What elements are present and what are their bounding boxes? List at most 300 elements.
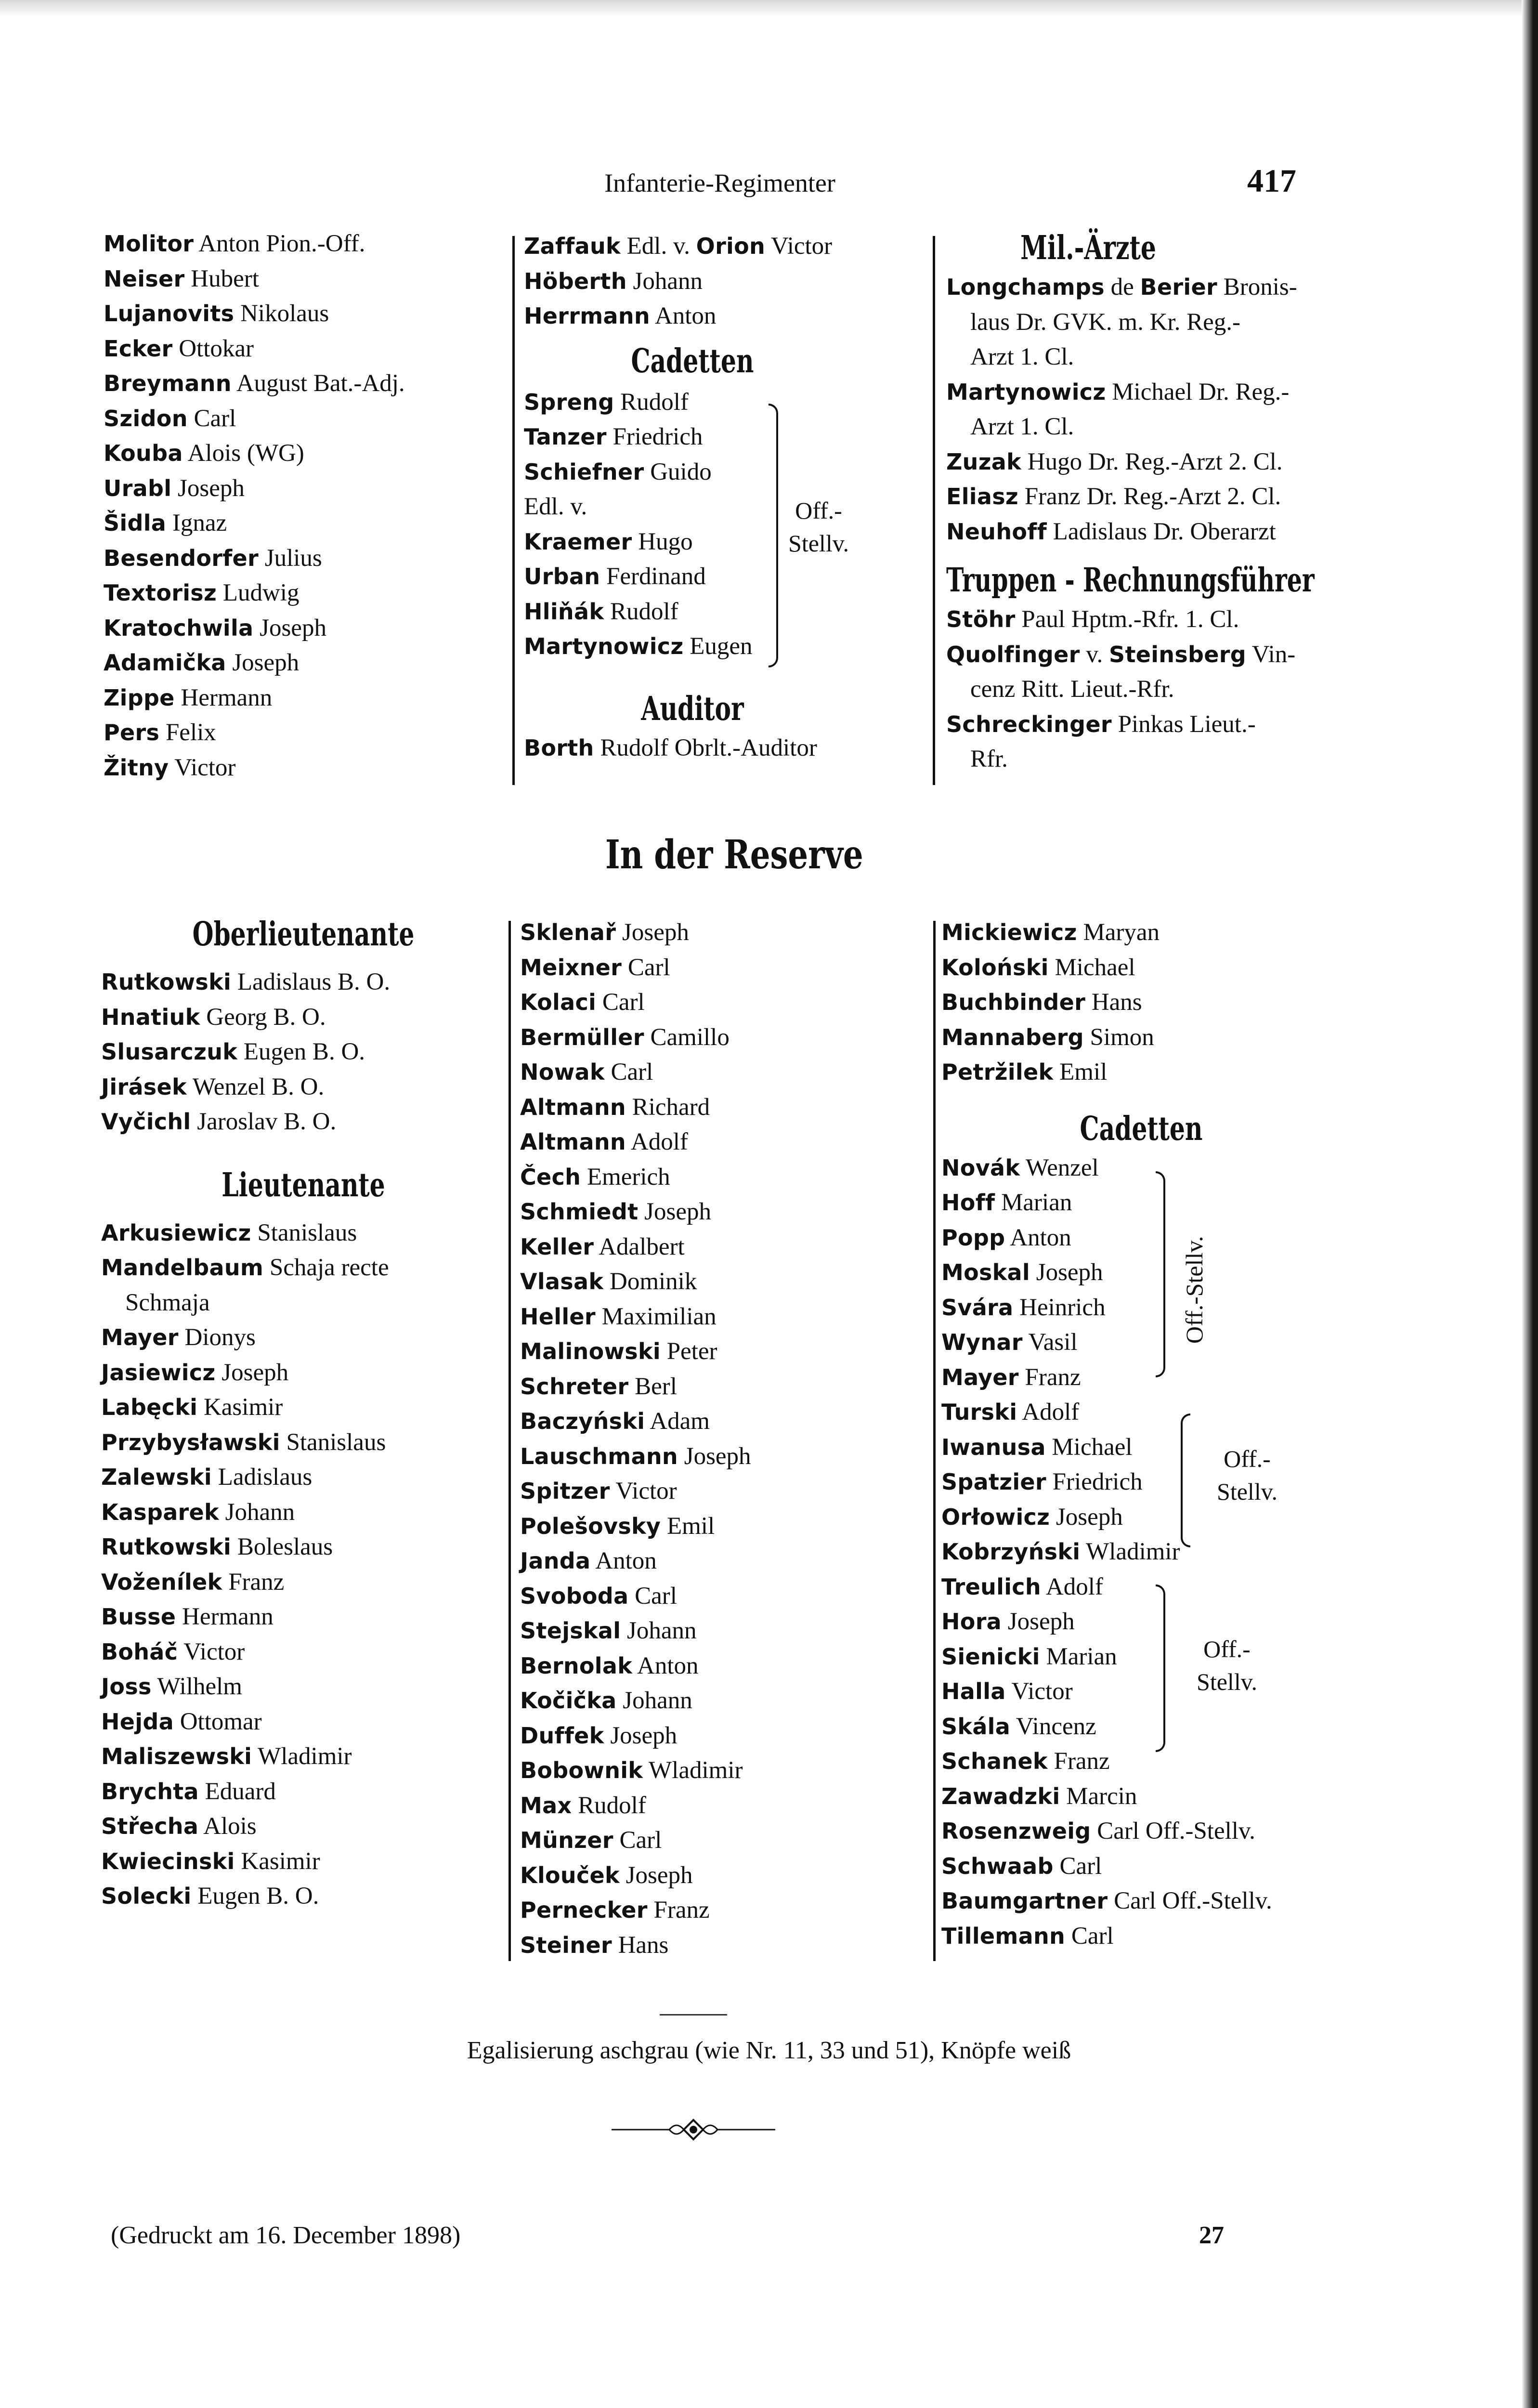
given-name: Joseph <box>226 649 300 676</box>
list-item <box>946 637 1351 672</box>
surname: Keller <box>520 1233 594 1260</box>
reserve-title: In der Reserve <box>605 832 863 878</box>
given-name: Carl <box>1065 1922 1114 1950</box>
surname: Polešovsky <box>520 1513 661 1539</box>
given-name: Kasimir <box>197 1394 283 1421</box>
surname: Pers <box>104 720 160 746</box>
list-item <box>101 1599 515 1635</box>
list-item <box>104 471 518 506</box>
list-item <box>104 715 518 750</box>
column-divider <box>933 236 935 785</box>
list-item <box>941 1185 1360 1220</box>
given-name: Marian <box>995 1189 1072 1216</box>
list-item <box>941 1604 1360 1639</box>
given-name: Emil <box>1053 1059 1108 1086</box>
list-item <box>101 1809 515 1844</box>
list-item <box>101 1495 515 1530</box>
list-item <box>524 299 938 334</box>
list-item <box>946 742 1351 777</box>
list-item <box>524 229 938 264</box>
list-item <box>101 1250 515 1285</box>
list-item <box>101 1070 515 1105</box>
bracket-label-line: Stellv. <box>788 530 849 557</box>
surname: Steinsberg <box>1109 641 1246 667</box>
list-item <box>104 750 518 785</box>
given-name: Michael Dr. Reg.- <box>1106 378 1290 406</box>
given-name: Franz <box>222 1568 285 1596</box>
given-name: Boleslaus <box>231 1533 333 1560</box>
surname: Duffek <box>520 1722 604 1749</box>
given-name: Joseph <box>171 474 245 502</box>
list-item <box>520 1474 934 1509</box>
given-name: Hugo <box>632 528 693 555</box>
list-item <box>520 1649 934 1684</box>
bracket <box>1181 1413 1190 1547</box>
list-item <box>941 1709 1360 1744</box>
given-name: Johann <box>626 267 703 295</box>
surname: Wynar <box>941 1329 1023 1355</box>
printed-date: (Gedruckt am 16. December 1898) <box>111 2222 461 2249</box>
list-item <box>520 1858 934 1893</box>
list-item <box>520 1893 934 1928</box>
surname: Jirásek <box>101 1073 187 1100</box>
given-name: Dionys <box>178 1324 256 1351</box>
given-name: Victor <box>169 754 236 781</box>
given-name: Ladislaus Dr. Oberarzt <box>1046 518 1276 545</box>
surname: Jasiewicz <box>101 1359 216 1386</box>
surname: Hoff <box>941 1190 995 1216</box>
given-name: Anton <box>1005 1224 1071 1251</box>
list-item <box>941 1639 1360 1675</box>
bracket-label <box>780 494 857 560</box>
list-item <box>104 436 518 471</box>
list-item <box>946 409 1351 445</box>
column-divider <box>512 236 515 785</box>
surname: Kobrzyński <box>941 1539 1081 1565</box>
given-name: Joseph <box>1030 1259 1103 1286</box>
given-name: Schaja recte <box>263 1254 389 1281</box>
given-name: Berl <box>628 1373 677 1400</box>
list-item <box>941 1814 1360 1849</box>
surname: Koloński <box>941 954 1049 981</box>
given-name: Adolf <box>626 1128 688 1155</box>
given-name: Guido <box>644 458 712 485</box>
given-name: Arzt 1. Cl. <box>970 413 1074 440</box>
list-item <box>941 1779 1360 1814</box>
surname: Höberth <box>524 268 627 294</box>
surname: Herrmann <box>524 303 650 329</box>
bracket-label-line: Off.- <box>795 497 842 524</box>
given-name: Paul Hptm.-Rfr. 1. Cl. <box>1015 606 1239 633</box>
given-name: cenz Ritt. Lieut.-Rfr. <box>970 676 1174 703</box>
officer-list-left <box>104 226 518 785</box>
given-name: Carl <box>1053 1852 1102 1880</box>
given-name: Carl <box>622 954 670 981</box>
surname: Neuhoff <box>946 518 1047 545</box>
surname: Zippe <box>104 684 175 711</box>
list-item <box>520 1823 934 1858</box>
list-item <box>946 479 1351 514</box>
list-item <box>520 1125 934 1160</box>
surname: Hejda <box>101 1708 174 1735</box>
surname: Eliasz <box>946 484 1018 510</box>
given-name: Marcin <box>1060 1782 1137 1810</box>
surname: Baumgartner <box>941 1888 1108 1914</box>
given-name: Franz Dr. Reg.-Arzt 2. Cl. <box>1018 483 1281 510</box>
surname: Rutkowski <box>101 1534 232 1560</box>
surname: Janda <box>520 1548 591 1574</box>
given-name: Carl <box>628 1582 677 1610</box>
list-item <box>104 331 518 366</box>
list-item <box>946 602 1351 637</box>
given-name: Adam <box>645 1408 710 1435</box>
list-item <box>520 1055 934 1090</box>
list-item <box>941 1919 1360 1954</box>
list-item <box>941 1055 1360 1090</box>
surname: Zaffauk <box>524 233 621 259</box>
bracket-label <box>1199 1442 1295 1508</box>
given-name: Franz <box>1047 1748 1110 1775</box>
list-item <box>941 1360 1360 1395</box>
surname: Schmiedt <box>520 1199 639 1225</box>
list-item <box>946 375 1351 410</box>
given-name: Richard <box>626 1093 710 1121</box>
given-name: Jaroslav B. O. <box>191 1108 337 1135</box>
given-name: August Bat.-Adj. <box>231 370 405 397</box>
surname: Vyčichl <box>101 1109 191 1135</box>
list-item <box>941 1395 1360 1430</box>
surname: Schreckinger <box>946 711 1112 737</box>
given-name: Schmaja <box>125 1289 210 1316</box>
list-item <box>520 1753 934 1788</box>
list-item <box>520 1509 934 1544</box>
surname: Berier <box>1140 274 1217 300</box>
surname: Spreng <box>524 389 614 415</box>
list-item <box>101 1355 515 1390</box>
list-item <box>524 559 938 594</box>
given-name: Dominik <box>603 1268 697 1295</box>
egalisierung-note: Egalisierung aschgrau (wie Nr. 11, 33 und 51), Knöpfe weiß <box>467 2037 1071 2064</box>
given-name: Joseph <box>619 1861 693 1889</box>
given-name: Victor <box>610 1478 677 1505</box>
surname: Breymann <box>104 370 232 396</box>
list-item <box>941 1430 1360 1465</box>
list-item <box>104 611 518 646</box>
given-name: Joseph <box>215 1359 289 1386</box>
surname: Mickiewicz <box>941 919 1077 945</box>
list-item <box>941 915 1360 950</box>
surname: Ecker <box>104 335 173 362</box>
given-name: Alois (WG) <box>182 440 304 467</box>
given-name: Ottomar <box>173 1708 262 1735</box>
given-name: Rfr. <box>970 746 1008 772</box>
reserve-list-right <box>941 915 1360 1953</box>
given-name: Heinrich <box>1013 1294 1106 1321</box>
surname: Treulich <box>941 1573 1041 1600</box>
given-name: Carl <box>604 1059 653 1086</box>
given-name: Carl Off.-Stellv. <box>1108 1887 1272 1914</box>
list-item <box>101 1216 515 1251</box>
list-item <box>520 1928 934 1963</box>
given-name: Johann <box>219 1498 295 1526</box>
list-item <box>946 672 1351 707</box>
given-name: Rudolf <box>604 598 678 625</box>
signature-number: 27 <box>1199 2222 1224 2249</box>
given-name: Victor <box>765 233 833 260</box>
given-name: Nikolaus <box>234 300 329 327</box>
given-name: Johann <box>621 1617 697 1644</box>
surname: Šidla <box>104 510 167 536</box>
surname: Hnatiuk <box>101 1004 200 1030</box>
list-item <box>520 915 934 950</box>
bracket-label-line: Off.- <box>1203 1636 1251 1662</box>
surname: Voženílek <box>101 1569 222 1595</box>
given-name: Stanislaus <box>280 1428 386 1456</box>
surname: Schwaab <box>941 1853 1054 1879</box>
list-item <box>101 965 515 1000</box>
surname: Halla <box>941 1678 1006 1704</box>
given-name: Franz <box>647 1897 710 1924</box>
given-name: Pinkas Lieut.- <box>1111 710 1256 738</box>
list-item <box>101 1635 515 1670</box>
surname: Svoboda <box>520 1583 629 1609</box>
surname: Turski <box>941 1399 1017 1425</box>
given-name: Joseph <box>1002 1608 1075 1635</box>
running-title: Infanterie-Regimenter <box>604 169 835 197</box>
list-item <box>941 1744 1360 1779</box>
surname: Novák <box>941 1154 1020 1181</box>
list-item <box>941 1500 1360 1535</box>
page-right-edge <box>1522 0 1538 2408</box>
surname: Hliňák <box>524 598 604 625</box>
list-item <box>101 1460 515 1495</box>
given-name: Arzt 1. Cl. <box>970 343 1074 370</box>
surname: Hora <box>941 1609 1002 1635</box>
surname: Buchbinder <box>941 989 1086 1015</box>
surname: Stöhr <box>946 606 1016 632</box>
surname: Borth <box>524 734 594 761</box>
list-item <box>104 576 518 611</box>
list-item <box>104 681 518 716</box>
surname: Stejskal <box>520 1618 621 1644</box>
list-item <box>524 385 938 420</box>
surname: Žitny <box>104 754 169 781</box>
given-name: Adolf <box>1017 1399 1080 1426</box>
given-name: Joseph <box>604 1722 678 1749</box>
given-name: Joseph <box>1050 1503 1123 1531</box>
surname: Zuzak <box>946 448 1022 475</box>
given-name: Maryan <box>1077 919 1160 946</box>
given-name: Anton Pion.-Off. <box>194 230 365 257</box>
list-item <box>101 1104 515 1139</box>
given-name: Kasimir <box>235 1847 320 1875</box>
list-item <box>104 541 518 576</box>
list-item <box>101 1774 515 1809</box>
list-item <box>946 340 1351 375</box>
given-name: Hans <box>1085 989 1142 1016</box>
given-name: Vasil <box>1022 1329 1078 1356</box>
given-name: Ignaz <box>166 510 227 537</box>
list-item <box>520 1299 934 1335</box>
given-name: Simon <box>1083 1023 1154 1051</box>
surname: Altmann <box>520 1094 626 1120</box>
surname: Kraemer <box>524 528 632 555</box>
given-name: Anton <box>590 1547 657 1574</box>
list-item <box>524 524 938 560</box>
list-item <box>101 1000 515 1035</box>
surname: Steiner <box>520 1932 612 1958</box>
surname: Spitzer <box>520 1478 610 1504</box>
bracket-label-line: Stellv. <box>1217 1478 1277 1505</box>
surname: Sienicki <box>941 1643 1040 1670</box>
list-item <box>524 594 938 629</box>
surname: Sklenař <box>520 919 616 945</box>
surname: Kočička <box>520 1688 617 1714</box>
surname: Nowak <box>520 1059 605 1085</box>
surname: Schreter <box>520 1373 629 1400</box>
list-item <box>520 1404 934 1439</box>
given-name: Rudolf <box>614 388 689 416</box>
surname: Martynowicz <box>946 379 1106 405</box>
given-name: Vincenz <box>1010 1713 1096 1740</box>
surname: Urban <box>524 563 600 589</box>
list-item <box>946 305 1351 340</box>
given-name: Wilhelm <box>151 1673 242 1700</box>
given-name: de <box>1104 274 1140 301</box>
list-item <box>941 1325 1360 1360</box>
given-name: Carl <box>596 989 645 1016</box>
ornament-icon <box>612 2115 775 2144</box>
list-item <box>104 645 518 681</box>
given-name: Hugo Dr. Reg.-Arzt 2. Cl. <box>1021 448 1283 475</box>
surname: Bermüller <box>520 1024 644 1050</box>
surname: Kolaci <box>520 989 597 1015</box>
list-item <box>520 1334 934 1369</box>
given-name: Julius <box>259 544 322 572</box>
given-name: Hans <box>612 1931 669 1959</box>
surname: Moskal <box>941 1259 1030 1285</box>
surname: Max <box>520 1792 572 1819</box>
list-item <box>941 1570 1360 1605</box>
given-name: Ludwig <box>217 579 300 606</box>
list-item <box>520 1369 934 1404</box>
auditor-heading: Auditor <box>641 689 744 728</box>
list-item <box>946 445 1351 480</box>
list-item <box>520 1160 934 1195</box>
list-item <box>941 985 1360 1020</box>
given-name: Marian <box>1040 1643 1117 1670</box>
surname: Arkusiewicz <box>101 1219 251 1246</box>
surname: Iwanusa <box>941 1434 1046 1460</box>
given-name: Michael <box>1048 954 1135 981</box>
surname: Klouček <box>520 1862 620 1888</box>
given-name: Bronis- <box>1217 274 1297 301</box>
given-name: Vin- <box>1246 641 1296 668</box>
given-name: Hubert <box>184 265 259 292</box>
given-name: Joseph <box>638 1198 711 1225</box>
given-name: Georg B. O. <box>200 1003 326 1031</box>
given-name: Friedrich <box>606 423 703 450</box>
list-item <box>104 401 518 436</box>
given-name: v. <box>1080 641 1109 668</box>
surname: Zawadzki <box>941 1783 1060 1809</box>
given-name: Maximilian <box>595 1303 717 1330</box>
page-top-shadow <box>0 0 1538 16</box>
list-item <box>101 1844 515 1879</box>
bracket <box>769 404 778 667</box>
bracket-label <box>1179 1633 1275 1698</box>
reserve-list-middle <box>520 915 934 1963</box>
surname: Pernecker <box>520 1897 648 1923</box>
surname: Mannaberg <box>941 1024 1084 1050</box>
list-item <box>101 1879 515 1914</box>
list-item <box>941 1151 1360 1186</box>
given-name: Wladimir <box>643 1757 743 1784</box>
given-name: Stanislaus <box>251 1219 357 1246</box>
list-item <box>101 1425 515 1460</box>
list-item <box>520 1194 934 1230</box>
surname: Neiser <box>104 265 185 292</box>
list-item <box>941 1290 1360 1325</box>
bracket <box>1156 1584 1165 1752</box>
surname: Rutkowski <box>101 969 232 995</box>
bracket-label-line: Off.- <box>1224 1445 1271 1472</box>
list-item <box>520 1579 934 1614</box>
surname: Zalewski <box>101 1464 212 1490</box>
surname: Molitor <box>104 231 194 257</box>
surname: Skála <box>941 1713 1011 1740</box>
surname: Kasparek <box>101 1499 219 1525</box>
given-name: Joseph <box>253 614 326 641</box>
list-item <box>101 1320 515 1355</box>
surname: Baczyński <box>520 1408 645 1434</box>
given-name: Hermann <box>174 684 273 711</box>
list-item <box>941 1465 1360 1500</box>
list-item <box>520 1683 934 1718</box>
given-name: Ferdinand <box>600 563 706 590</box>
given-name: Rudolf Obrlt.-Auditor <box>594 734 817 761</box>
surname: Solecki <box>101 1883 192 1909</box>
given-name: Adalbert <box>594 1233 685 1260</box>
given-name: Carl Off.-Stellv. <box>1091 1818 1255 1845</box>
list-item <box>941 1220 1360 1256</box>
list-item <box>520 950 934 985</box>
list-item <box>520 1090 934 1125</box>
given-name: Rudolf <box>572 1792 646 1819</box>
surname: Altmann <box>520 1129 626 1155</box>
surname: Schiefner <box>524 458 644 485</box>
given-name: Ladislaus <box>212 1464 313 1491</box>
reserve-list-left <box>101 913 515 1914</box>
rechnungsfuehrer-heading: Truppen - Rechnungsführer <box>946 561 1315 600</box>
list-item <box>101 1530 515 1565</box>
given-name: Eduard <box>198 1778 276 1805</box>
surname: Lauschmann <box>520 1443 678 1469</box>
given-name: Wladimir <box>252 1743 352 1770</box>
given-name: Joseph <box>678 1442 751 1470</box>
surname: Popp <box>941 1224 1005 1251</box>
given-name: Wenzel <box>1020 1154 1099 1181</box>
given-name: Eugen <box>683 633 753 660</box>
given-name: Hermann <box>176 1603 274 1630</box>
list-item <box>941 1849 1360 1884</box>
given-name: Friedrich <box>1046 1468 1143 1495</box>
surname: Boháč <box>101 1638 178 1665</box>
given-name: Eugen B. O. <box>237 1038 365 1065</box>
surname: Schanek <box>941 1748 1048 1774</box>
given-name: Emil <box>661 1512 715 1540</box>
page-number: 417 <box>1247 162 1296 199</box>
